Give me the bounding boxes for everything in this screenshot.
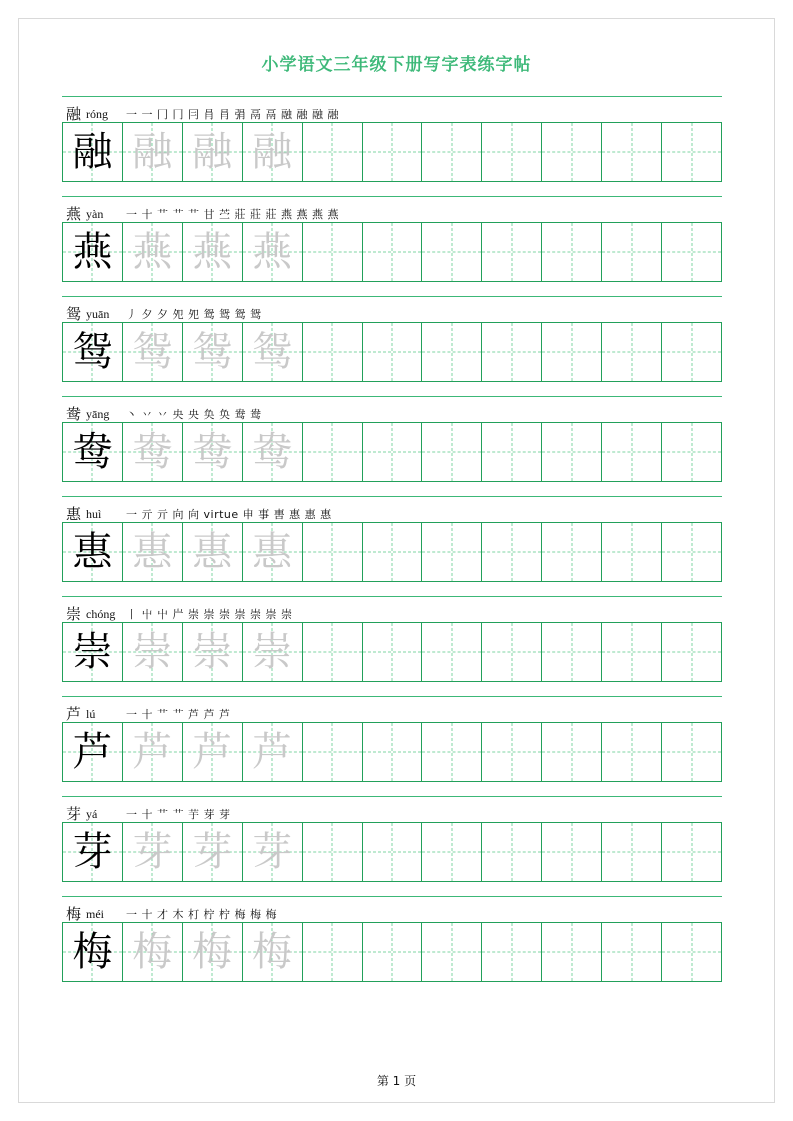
- grid-cell[interactable]: [482, 122, 542, 182]
- grid-cell[interactable]: [123, 222, 183, 282]
- grid-cell[interactable]: [183, 422, 243, 482]
- grid-cell[interactable]: [542, 122, 602, 182]
- grid-cell[interactable]: [662, 822, 722, 882]
- tracing-character: 燕: [192, 229, 233, 275]
- grid-cell[interactable]: [63, 622, 123, 682]
- header-character: 惠: [66, 505, 82, 523]
- grid-cell[interactable]: [602, 122, 662, 182]
- grid-cell[interactable]: [363, 322, 423, 382]
- practice-row: [62, 896, 722, 982]
- grid-cell[interactable]: [542, 822, 602, 882]
- grid-cell[interactable]: [363, 722, 423, 782]
- header-character: 融: [66, 105, 82, 123]
- grid-cell[interactable]: [243, 422, 303, 482]
- grid-cell[interactable]: [482, 422, 542, 482]
- grid-cell[interactable]: [482, 922, 542, 982]
- header-pinyin: yá: [86, 807, 98, 821]
- header-character: 鸯: [66, 405, 82, 423]
- grid-cell[interactable]: [243, 722, 303, 782]
- page-footer: 第 1 页: [376, 1074, 417, 1088]
- character-grid: [62, 522, 722, 582]
- grid-cell[interactable]: [183, 522, 243, 582]
- tracing-character: 惠: [132, 529, 173, 575]
- tracing-character: 燕: [252, 229, 293, 275]
- header-pinyin: yuān: [86, 307, 110, 321]
- model-character: 惠: [72, 529, 113, 575]
- grid-cell[interactable]: [602, 922, 662, 982]
- grid-cell[interactable]: [662, 422, 722, 482]
- tracing-character: 鸯: [252, 429, 293, 475]
- tracing-character: 崇: [192, 629, 233, 675]
- grid-cell[interactable]: [123, 322, 183, 382]
- stroke-order-sequence: 一 十 艹 艹 艹 甘 苎 莊 莊 莊 燕 燕 燕 燕: [126, 208, 339, 221]
- practice-row: [62, 596, 722, 682]
- stroke-order-sequence: 一 十 才 木 朾 柠 柠 梅 梅 梅: [126, 908, 277, 921]
- row-header: [62, 400, 722, 422]
- character-grid: [62, 322, 722, 382]
- tracing-character: 芽: [252, 829, 293, 875]
- tracing-character: 鸳: [192, 329, 233, 375]
- tracing-character: 芦: [252, 729, 293, 775]
- grid-cell[interactable]: [303, 222, 363, 282]
- grid-cell[interactable]: [422, 122, 482, 182]
- grid-cell[interactable]: [662, 922, 722, 982]
- model-character: 鸯: [72, 429, 113, 475]
- model-character: 鸳: [72, 329, 113, 375]
- header-character: 梅: [66, 905, 82, 923]
- row-header: [62, 600, 722, 622]
- grid-cell[interactable]: [243, 322, 303, 382]
- grid-cell[interactable]: [422, 822, 482, 882]
- row-header: [62, 800, 722, 822]
- header-pinyin: lú: [86, 707, 96, 721]
- grid-cell[interactable]: [363, 422, 423, 482]
- header-pinyin: méi: [86, 907, 105, 921]
- character-grid: [62, 822, 722, 882]
- grid-cell[interactable]: [602, 422, 662, 482]
- grid-cell[interactable]: [123, 722, 183, 782]
- grid-cell[interactable]: [602, 222, 662, 282]
- row-header: [62, 100, 722, 122]
- grid-cell[interactable]: [422, 222, 482, 282]
- grid-cell[interactable]: [123, 922, 183, 982]
- model-character: 崇: [72, 629, 113, 675]
- grid-cell[interactable]: [482, 622, 542, 682]
- grid-cell[interactable]: [602, 622, 662, 682]
- tracing-character: 惠: [192, 529, 233, 575]
- character-grid: [62, 122, 722, 182]
- tracing-character: 融: [132, 129, 173, 175]
- tracing-character: 鸯: [192, 429, 233, 475]
- grid-cell[interactable]: [63, 322, 123, 382]
- grid-cell[interactable]: [363, 222, 423, 282]
- tracing-character: 鸳: [252, 329, 293, 375]
- grid-cell[interactable]: [363, 122, 423, 182]
- grid-cell[interactable]: [303, 422, 363, 482]
- practice-row: [62, 396, 722, 482]
- header-character: 燕: [66, 205, 82, 223]
- grid-cell[interactable]: [123, 422, 183, 482]
- grid-cell[interactable]: [363, 522, 423, 582]
- grid-cell[interactable]: [662, 622, 722, 682]
- header-pinyin: yāng: [86, 407, 110, 421]
- grid-cell[interactable]: [303, 822, 363, 882]
- tracing-character: 惠: [252, 529, 293, 575]
- model-character: 芦: [72, 729, 113, 775]
- header-pinyin: róng: [86, 107, 109, 121]
- header-pinyin: huì: [86, 507, 102, 521]
- practice-row: [62, 496, 722, 582]
- grid-cell[interactable]: [482, 822, 542, 882]
- grid-cell[interactable]: [482, 322, 542, 382]
- grid-cell[interactable]: [243, 922, 303, 982]
- grid-cell[interactable]: [303, 322, 363, 382]
- tracing-character: 崇: [252, 629, 293, 675]
- grid-cell[interactable]: [303, 522, 363, 582]
- grid-cell[interactable]: [422, 322, 482, 382]
- grid-cell[interactable]: [123, 822, 183, 882]
- stroke-order-sequence: 一 亓 亓 向 向 virtue 申 事 軎 惠 惠 惠: [126, 508, 332, 521]
- practice-rows: [62, 96, 722, 996]
- grid-cell[interactable]: [183, 122, 243, 182]
- practice-row: [62, 696, 722, 782]
- stroke-order-sequence: 一 一 冂 冂 冃 肙 肙 弲 鬲 鬲 融 融 融 融: [126, 108, 339, 121]
- tracing-character: 融: [192, 129, 233, 175]
- grid-cell[interactable]: [183, 222, 243, 282]
- grid-cell[interactable]: [183, 622, 243, 682]
- grid-cell[interactable]: [243, 822, 303, 882]
- grid-cell[interactable]: [482, 522, 542, 582]
- grid-cell[interactable]: [422, 422, 482, 482]
- grid-cell[interactable]: [482, 222, 542, 282]
- practice-row: [62, 296, 722, 382]
- grid-cell[interactable]: [183, 822, 243, 882]
- tracing-character: 芽: [132, 829, 173, 875]
- grid-cell[interactable]: [123, 522, 183, 582]
- grid-cell[interactable]: [243, 622, 303, 682]
- page-title: 小学语文三年级下册写字表练字帖: [261, 55, 532, 74]
- grid-cell[interactable]: [542, 922, 602, 982]
- header-character: 崇: [66, 605, 82, 623]
- grid-cell[interactable]: [482, 722, 542, 782]
- tracing-character: 芽: [192, 829, 233, 875]
- grid-cell[interactable]: [303, 622, 363, 682]
- grid-cell[interactable]: [123, 122, 183, 182]
- tracing-character: 鸯: [132, 429, 173, 475]
- grid-cell[interactable]: [662, 222, 722, 282]
- header-pinyin: chóng: [86, 607, 116, 621]
- grid-cell[interactable]: [63, 222, 123, 282]
- practice-row: [62, 196, 722, 282]
- grid-cell[interactable]: [303, 922, 363, 982]
- stroke-order-sequence: 丨 屮 屮 屵 崇 崇 崇 崇 崇 崇 崇: [126, 608, 293, 621]
- grid-cell[interactable]: [63, 422, 123, 482]
- stroke-order-sequence: 丶 丷 丷 央 央 奂 奂 鸯 鸯: [126, 408, 262, 421]
- row-header: [62, 300, 722, 322]
- tracing-character: 梅: [252, 929, 293, 975]
- stroke-order-sequence: 丿 夕 夕 夗 夗 鸳 鸳 鸳 鸳: [126, 308, 262, 321]
- header-character: 芦: [66, 705, 82, 723]
- header-character: 芽: [66, 805, 82, 823]
- header-pinyin: yàn: [86, 207, 104, 221]
- grid-cell[interactable]: [662, 522, 722, 582]
- grid-cell[interactable]: [123, 622, 183, 682]
- tracing-character: 梅: [192, 929, 233, 975]
- tracing-character: 芦: [192, 729, 233, 775]
- grid-cell[interactable]: [183, 322, 243, 382]
- row-header: [62, 500, 722, 522]
- practice-row: [62, 96, 722, 182]
- grid-cell[interactable]: [422, 622, 482, 682]
- grid-cell[interactable]: [363, 622, 423, 682]
- row-header: [62, 200, 722, 222]
- grid-cell[interactable]: [602, 522, 662, 582]
- character-grid: [62, 222, 722, 282]
- stroke-order-sequence: 一 十 艹 艹 芋 芽 芽: [126, 808, 231, 821]
- grid-cell[interactable]: [542, 722, 602, 782]
- tracing-character: 鸳: [132, 329, 173, 375]
- grid-cell[interactable]: [602, 322, 662, 382]
- grid-cell[interactable]: [303, 122, 363, 182]
- character-grid: [62, 922, 722, 982]
- grid-cell[interactable]: [422, 722, 482, 782]
- grid-cell[interactable]: [542, 222, 602, 282]
- grid-cell[interactable]: [542, 522, 602, 582]
- grid-cell[interactable]: [63, 922, 123, 982]
- character-grid: [62, 622, 722, 682]
- grid-cell[interactable]: [363, 822, 423, 882]
- tracing-character: 融: [252, 129, 293, 175]
- grid-cell[interactable]: [602, 822, 662, 882]
- character-grid: [62, 722, 722, 782]
- grid-cell[interactable]: [63, 722, 123, 782]
- model-character: 燕: [72, 229, 113, 275]
- stroke-order-sequence: 一 十 艹 艹 芦 芦 芦: [126, 708, 231, 721]
- grid-cell[interactable]: [63, 522, 123, 582]
- tracing-character: 芦: [132, 729, 173, 775]
- grid-cell[interactable]: [542, 322, 602, 382]
- grid-cell[interactable]: [243, 522, 303, 582]
- grid-cell[interactable]: [363, 922, 423, 982]
- grid-cell[interactable]: [243, 222, 303, 282]
- tracing-character: 梅: [132, 929, 173, 975]
- row-header: [62, 700, 722, 722]
- grid-cell[interactable]: [542, 622, 602, 682]
- model-character: 梅: [72, 929, 113, 975]
- model-character: 芽: [72, 829, 113, 875]
- grid-cell[interactable]: [602, 722, 662, 782]
- grid-cell[interactable]: [662, 722, 722, 782]
- grid-cell[interactable]: [542, 422, 602, 482]
- character-grid: [62, 422, 722, 482]
- grid-cell[interactable]: [662, 122, 722, 182]
- tracing-character: 崇: [132, 629, 173, 675]
- grid-cell[interactable]: [303, 722, 363, 782]
- model-character: 融: [72, 129, 113, 175]
- grid-cell[interactable]: [662, 322, 722, 382]
- grid-cell[interactable]: [63, 822, 123, 882]
- grid-cell[interactable]: [63, 122, 123, 182]
- grid-cell[interactable]: [183, 722, 243, 782]
- practice-row: [62, 796, 722, 882]
- grid-cell[interactable]: [183, 922, 243, 982]
- grid-cell[interactable]: [422, 922, 482, 982]
- row-header: [62, 900, 722, 922]
- grid-cell[interactable]: [422, 522, 482, 582]
- header-character: 鸳: [66, 305, 82, 323]
- grid-cell[interactable]: [243, 122, 303, 182]
- tracing-character: 燕: [132, 229, 173, 275]
